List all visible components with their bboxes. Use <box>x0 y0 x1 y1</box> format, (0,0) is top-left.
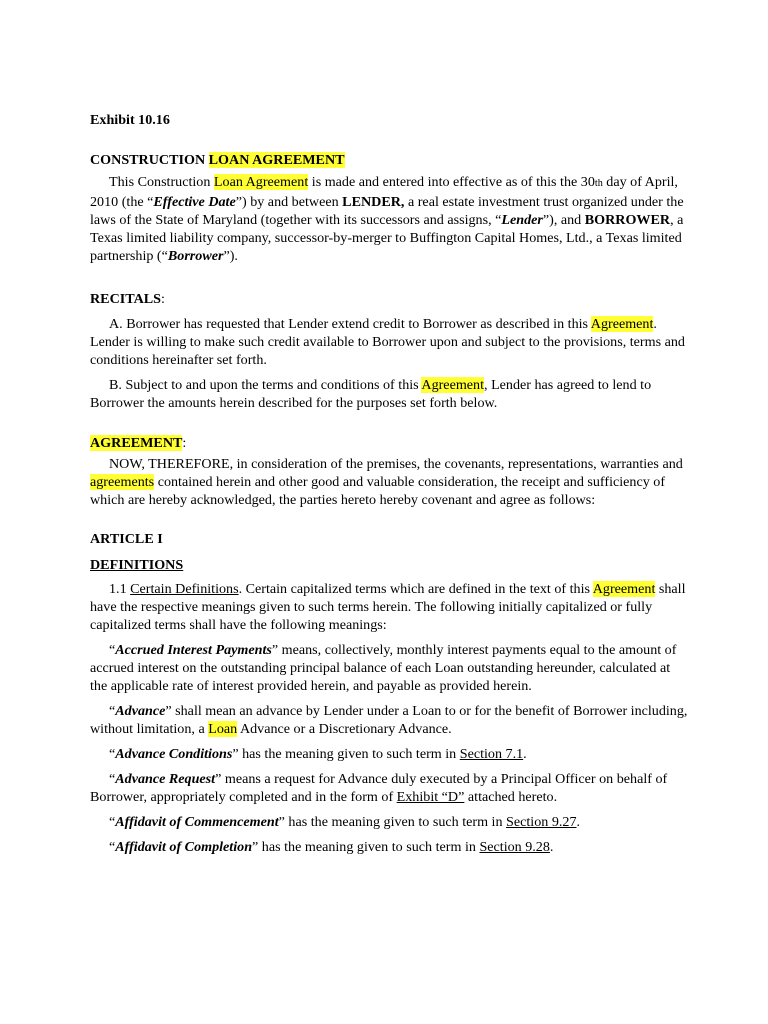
highlight-loan: Loan <box>208 721 238 737</box>
definition-affidavit-of-commencement: “Affidavit of Commencement” has the meaning given to such term in Section 9.27. <box>109 814 581 830</box>
definition-advance-request: “Advance Request” means a request for Advance duly executed by a Principal Officer on behalf of Borrower, appropriately completed and in the form of Exhibit “D” attached hereto. <box>90 771 668 805</box>
definitions-heading: DEFINITIONS <box>90 557 184 573</box>
highlight-agreement: Agreement <box>590 316 654 332</box>
section-1-1: 1.1 Certain Definitions. Certain capitalized terms which are defined in the text of this Agreement shall have the respective meanings given to such terms herein. The following initially capitalized or fully capitalized terms shall have the following meanings: <box>90 581 686 633</box>
definition-accrued-interest-payments: “Accrued Interest Payments” means, collectively, monthly interest payments equal to the amount of accrued interest on the outstanding principal balance of each Loan outstanding hereunder, calculated at the applicable rate of interest provided herein, and payable as provided herein. <box>90 642 677 694</box>
section-9-27-link: Section 9.27 <box>506 814 577 830</box>
definition-affidavit-of-completion: “Affidavit of Completion” has the meaning given to such term in Section 9.28. <box>109 839 554 855</box>
intro-paragraph: This Construction Loan Agreement is made and entered into effective as of this the 30th day of April, 2010 (the “Effective Date”) by and between LENDER, a real estate investment trust organized under the laws of the State of Maryland (together with its successors and assigns, “Lender”), and BORROWER, a Texas limited liability company, successor-by-merger to Buffington Capital Homes, Ltd., a Texas limited partnership (“Borrower”). <box>90 174 684 264</box>
document-title: CONSTRUCTION LOAN AGREEMENT <box>90 152 345 168</box>
effective-date-term: Effective Date <box>153 194 236 210</box>
definition-advance-conditions: “Advance Conditions” has the meaning given to such term in Section 7.1. <box>109 746 527 762</box>
article-heading: ARTICLE I <box>90 531 163 547</box>
agreement-paragraph: NOW, THEREFORE, in consideration of the premises, the covenants, representations, warranties and agreements contained herein and other good and valuable consideration, the receipt and sufficiency of which are hereby acknowledged, the parties hereto hereby covenant and agree as follows: <box>90 456 683 508</box>
section-9-28-link: Section 9.28 <box>479 839 550 855</box>
agreement-heading: AGREEMENT: <box>90 435 187 451</box>
lender-term: Lender <box>501 212 543 228</box>
recitals-heading: RECITALS: <box>90 291 165 307</box>
certain-definitions-link: Certain Definitions <box>130 581 239 597</box>
definition-advance: “Advance” shall mean an advance by Lender under a Loan to or for the benefit of Borrower including, without limitation, a Loan Advance or a Discretionary Advance. <box>90 703 688 737</box>
exhibit-label: Exhibit 10.16 <box>90 112 170 128</box>
borrower-name: BORROWER <box>584 212 671 228</box>
highlight-agreement: Agreement <box>592 581 656 597</box>
highlight-agreement: Agreement <box>421 377 485 393</box>
highlight-loan-agreement: Loan Agreement <box>213 174 309 190</box>
lender-name: LENDER, <box>342 194 405 210</box>
highlight-loan-agreement-title: LOAN AGREEMENT <box>208 152 345 168</box>
borrower-term: Borrower <box>167 248 224 264</box>
highlight-agreements: agreements <box>90 474 155 490</box>
exhibit-d-link: Exhibit “D” <box>396 789 465 805</box>
recital-a: A. Borrower has requested that Lender extend credit to Borrower as described in this Agreement. Lender is willing to make such credit available to Borrower upon and subject to the provisions, terms and conditions hereinafter set forth. <box>90 316 685 368</box>
section-7-1-link: Section 7.1 <box>459 746 524 762</box>
recital-b: B. Subject to and upon the terms and conditions of this Agreement, Lender has agreed to lend to Borrower the amounts herein described for the purposes set forth below. <box>90 377 652 411</box>
